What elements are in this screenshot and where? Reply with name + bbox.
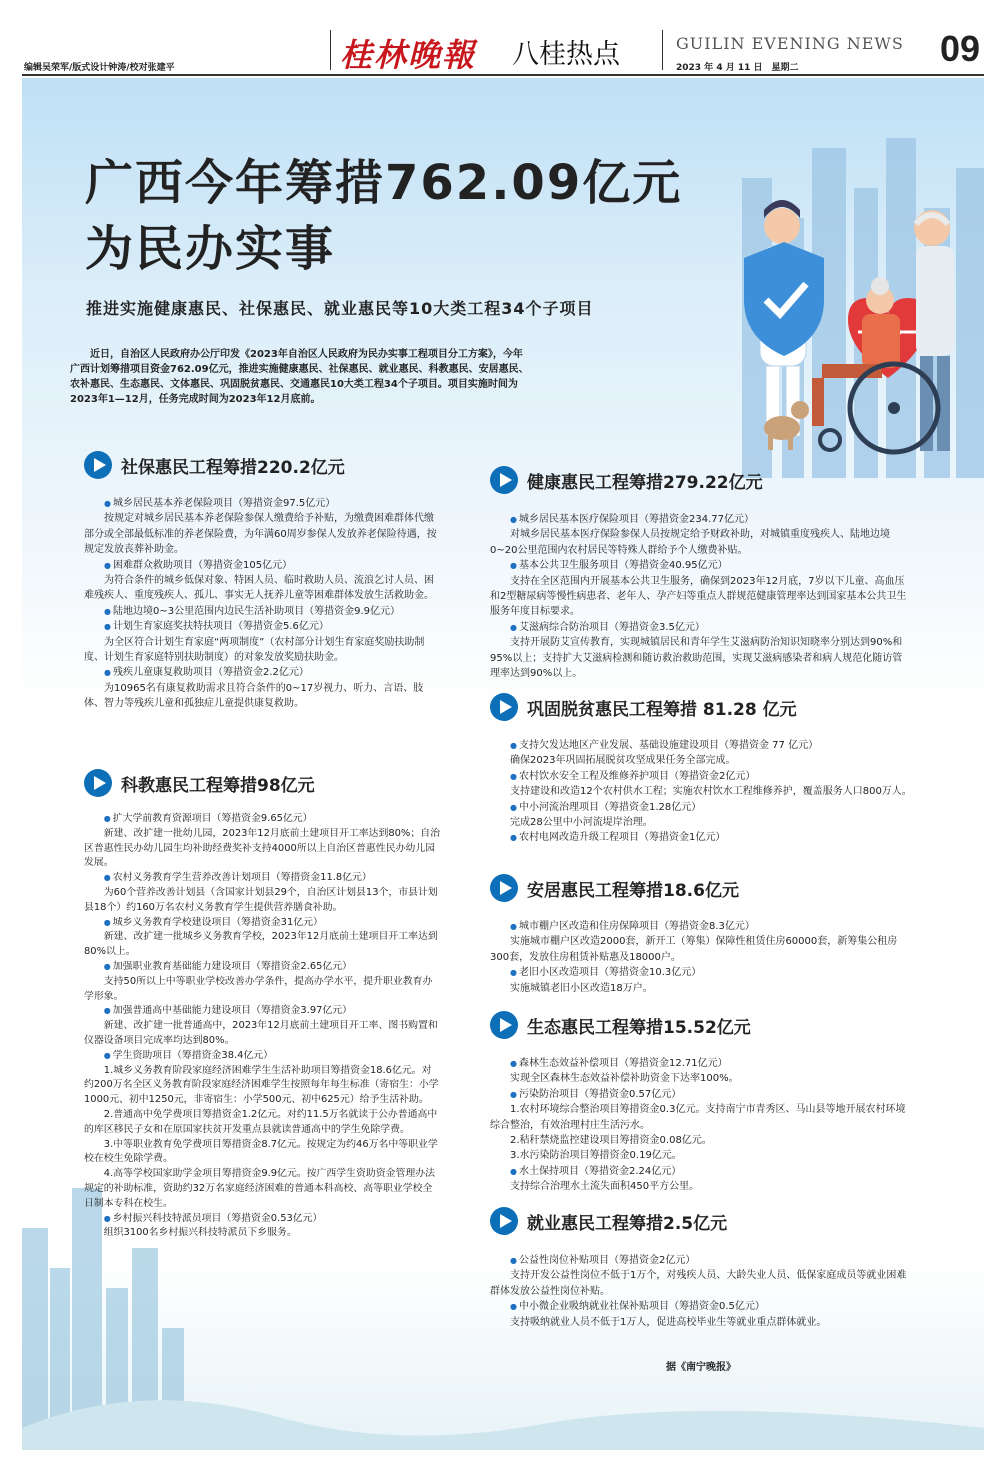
project-item: ● 乡村振兴科技特派员项目（筹措资金0.53亿元）: [84, 1212, 440, 1227]
english-title: GUILIN EVENING NEWS: [676, 34, 904, 53]
project-item: ● 基本公共卫生服务项目（筹措资金40.95亿元）: [490, 558, 912, 573]
project-item: ● 困难群众救助项目（筹措资金105亿元）: [84, 558, 440, 573]
section-title: 社保惠民工程筹措220.2亿元: [121, 457, 345, 478]
divider: [662, 30, 663, 70]
section-body-housing: [490, 919, 912, 996]
section-body-employment: [490, 1253, 912, 1330]
masthead: [0, 0, 1006, 78]
divider: [330, 30, 331, 70]
project-detail: 支持吸纳就业人员不低于1万人，促进高校毕业生等就业重点群体就业。: [510, 1316, 827, 1328]
play-arrow-icon: [490, 1011, 518, 1039]
headline: [85, 150, 682, 282]
project-item: ● 残疾儿童康复救助项目（筹措资金2.2亿元）: [84, 665, 440, 680]
masthead-rule: [22, 74, 984, 76]
section-heading-health: [490, 466, 763, 494]
section-title: 生态惠民工程筹措15.52亿元: [527, 1017, 751, 1038]
project-item: ● 农村义务教育学生营养改善计划项目（筹措资金11.8亿元）: [84, 871, 440, 886]
section-heading-ecology: [490, 1011, 751, 1039]
section-heading-education: [84, 769, 315, 797]
project-detail: 支持开展防艾宣传教育，实现城镇居民和青年学生艾滋病防治知识知晓率分别达到90%和95%以上；支持扩大艾滋病检测和随访救治救助范围，实现艾滋病感染者和病人规范化随访管理率达到90%以上。: [490, 637, 903, 680]
headline-line-2: 为民办实事: [85, 221, 336, 277]
project-item: ● 加强普通高中基础能力建设项目（筹措资金3.97亿元）: [84, 1004, 440, 1019]
subheadline: 推进实施健康惠民、社保惠民、就业惠民等10大类工程34个子项目: [86, 299, 594, 318]
newspaper-logo: 桂林晚報: [340, 36, 477, 74]
project-item: ● 公益性岗位补贴项目（筹措资金2亿元）: [490, 1253, 912, 1268]
project-detail: 组织3100名乡村振兴科技特派员下乡服务。: [103, 1227, 297, 1239]
section-heading-housing: [490, 874, 739, 902]
project-detail: 确保2023年巩固拓展脱贫攻坚成果任务全部完成。: [510, 755, 736, 767]
project-item: ● 农村饮水安全工程及维修养护项目（筹措资金2亿元）: [490, 769, 912, 784]
project-detail: 为60个营养改善计划县（含国家计划县29个，自治区计划县13个，市县计划县18个）约160万名农村义务教育学生提供营养膳食补助。: [84, 886, 438, 913]
section-heading-social: [84, 451, 345, 479]
project-item: ● 城乡居民基本养老保险项目（筹措资金97.5亿元）: [84, 496, 440, 511]
project-detail: 2.秸秆禁烧监控建设项目筹措资金0.08亿元。: [510, 1135, 712, 1147]
editor-credits: 编辑吴荣军/版式设计钟涛/校对张建平: [24, 63, 175, 73]
project-detail: 1.农村环境综合整治项目筹措资金0.3亿元。支持南宁市青秀区、马山县等地开展农村环境综合整治，有效治理村庄生活污水。: [490, 1104, 906, 1131]
project-item: ● 艾滋病综合防治项目（筹措资金3.5亿元）: [490, 620, 912, 635]
source-credit: 据《南宁晚报》: [666, 1362, 736, 1373]
project-detail: 1.城乡义务教育阶段家庭经济困难学生生活补助项目筹措资金18.6亿元。对约200万名全区义务教育阶段家庭经济困难学生按照每年每生标准（寄宿生：小学1000元、初中1250元，非寄宿生：小学500元、初中625元）给予生活补助。: [84, 1064, 439, 1106]
section-body-health: [490, 512, 912, 681]
project-item: ● 加强职业教育基础能力建设项目（筹措资金2.65亿元）: [84, 960, 440, 975]
project-detail: 对城乡居民基本医疗保险参保人员按规定给予财政补助，对城镇重度残疾人、陆地边境0~20公里范围内农村居民等特殊人群给予个人缴费补贴。: [490, 529, 890, 556]
play-arrow-icon: [490, 466, 518, 494]
project-item: ● 老旧小区改造项目（筹措资金10.3亿元）: [490, 965, 912, 980]
project-item: ● 污染防治项目（筹措资金0.57亿元）: [490, 1087, 912, 1102]
play-arrow-icon: [84, 451, 112, 479]
page-number: 09: [940, 28, 981, 69]
project-item: ● 森林生态效益补偿项目（筹措资金12.71亿元）: [490, 1056, 912, 1071]
section-body-education: [84, 812, 440, 1241]
play-arrow-icon: [490, 874, 518, 902]
project-detail: 3.水污染防治项目筹措资金0.19亿元。: [510, 1150, 682, 1162]
project-detail: 新建、改扩建一批普通高中，2023年12月底前土建项目开工率、图书购置和仪器设备项目完成率均达到80%。: [84, 1020, 438, 1046]
project-detail: 实现全区森林生态效益补偿补助资金下达率100%。: [510, 1073, 739, 1085]
project-detail: 4.高等学校国家助学金项目筹措资金9.9亿元。按广西学生资助资金管理办法规定的补助标准，资助约32万名家庭经济困难的普通本科高校、高等职业学校全日制本专科在校生。: [84, 1168, 436, 1209]
project-item: ● 计划生育家庭奖扶特扶项目（筹措资金5.6亿元）: [84, 619, 440, 634]
project-detail: 实施城市棚户区改造2000套，新开工（筹集）保障性租赁住房60000套，新筹集公租房300套，发放住房租赁补贴惠及18000户。: [490, 936, 898, 963]
project-item: ● 学生资助项目（筹措资金38.4亿元）: [84, 1049, 440, 1064]
play-arrow-icon: [490, 1207, 518, 1235]
project-item: ● 水土保持项目（筹措资金2.24亿元）: [490, 1164, 912, 1179]
section-title: 巩固脱贫惠民工程筹措 81.28 亿元: [527, 699, 797, 720]
project-detail: 为符合条件的城乡低保对象、特困人员、临时救助人员、流浪乞讨人员、困难残疾人、重度残疾人、孤儿、事实无人抚养儿童等困难群体发放生活救助金。: [84, 575, 434, 602]
project-item: ● 农村电网改造升级工程项目（筹措资金1亿元）: [490, 830, 912, 845]
project-detail: 新建、改扩建一批幼儿园，2023年12月底前土建项目开工率达到80%；自治区普惠性民办幼儿园生均补助经费奖补支持4000所以上自治区普惠性民办幼儿园发展。: [84, 827, 440, 869]
headline-line-1: 广西今年筹措762.09亿元: [85, 155, 683, 211]
project-detail: 支持开发公益性岗位不低于1万个，对残疾人员、大龄失业人员、低保家庭成员等就业困难群体发放公益性岗位补贴。: [490, 1270, 907, 1297]
project-detail: 支持建设和改造12个农村供水工程；实施农村饮水工程维修养护，覆盖服务人口800万人。: [510, 786, 912, 798]
section-title: 就业惠民工程筹措2.5亿元: [527, 1213, 728, 1234]
issue-date: 2023 年 4 月 11 日 星期二: [676, 63, 799, 73]
section-title: 健康惠民工程筹措279.22亿元: [527, 472, 763, 493]
project-item: ● 陆地边境0~3公里范围内边民生活补助项目（筹措资金9.9亿元）: [84, 604, 440, 619]
project-detail: 为全区符合计划生育家庭“两项制度”（农村部分计划生育家庭奖励扶助制度、计划生育家庭特别扶助制度）的对象发放奖励扶助金。: [84, 636, 425, 664]
play-arrow-icon: [490, 693, 518, 721]
section-body-social: [84, 496, 440, 712]
section-name: 八桂热点: [512, 39, 620, 70]
project-item: ● 中小河流治理项目（筹措资金1.28亿元）: [490, 800, 912, 815]
project-item: ● 扩大学前教育资源项目（筹措资金9.65亿元）: [84, 812, 440, 827]
project-detail: 支持综合治理水土流失面积450平方公里。: [510, 1181, 700, 1193]
lead-paragraph: 近日，自治区人民政府办公厅印发《2023年自治区人民政府为民办实事工程项目分工方案》，今年广西计划筹措项目资金762.09亿元，推进实施健康惠民、社保惠民、就业惠民、科教惠民、安居惠民、农补惠民、生态惠民、文体惠民、巩固脱贫惠民、交通惠民10大类工程34个子项目。项目实施时间为2023年1—12月，任务完成时间为2023年12月底前。: [70, 349, 529, 405]
project-detail: 支持50所以上中等职业学校改善办学条件，提高办学水平，提升职业教育办学形象。: [84, 975, 433, 1002]
project-item: ● 城乡居民基本医疗保险项目（筹措资金234.77亿元）: [490, 512, 912, 527]
section-title: 安居惠民工程筹措18.6亿元: [527, 880, 739, 901]
project-detail: 完成28公里中小河流堤岸治理。: [510, 817, 653, 829]
project-detail: 支持在全区范围内开展基本公共卫生服务，确保到2023年12月底，7岁以下儿童、高血压和2型糖尿病等慢性病患者、老年人、孕产妇等重点人群规范健康管理率达到国家基本公共卫生服务年度目标要求。: [490, 575, 907, 618]
section-body-poverty: [490, 738, 912, 846]
project-detail: 3.中等职业教育免学费项目筹措资金8.7亿元。按规定为约46万名中等职业学校在校生免除学费。: [84, 1138, 438, 1165]
project-detail: 实施城镇老旧小区改造18万户。: [510, 982, 653, 994]
ground-wave: [22, 1400, 984, 1450]
project-item: ● 城市棚户区改造和住房保障项目（筹措资金8.3亿元）: [490, 919, 912, 934]
project-detail: 为10965名有康复救助需求且符合条件的0~17岁视力、听力、言语、肢体、智力等残疾儿童和孤独症儿童提供康复救助。: [84, 682, 424, 710]
project-item: ● 中小微企业吸纳就业社保补贴项目（筹措资金0.5亿元）: [490, 1299, 912, 1314]
section-heading-employment: [490, 1207, 727, 1235]
project-detail: 新建、改扩建一批城乡义务教育学校，2023年12月底前土建项目开工率达到80%以上。: [84, 931, 438, 958]
project-detail: 2.普通高中免学费项目筹措资金1.2亿元。对约11.5万名就读于公办普通高中的库区移民子女和在原国家扶贫开发重点县就读普通高中的学生免除学费。: [84, 1108, 438, 1135]
section-body-ecology: [490, 1056, 912, 1195]
project-item: ● 城乡义务教育学校建设项目（筹措资金31亿元）: [84, 916, 440, 931]
section-heading-poverty: [490, 693, 797, 721]
project-item: ● 支持欠发达地区产业发展、基础设施建设项目（筹措资金 77 亿元）: [490, 738, 912, 753]
project-detail: 按规定对城乡居民基本养老保险参保人缴费给予补贴，为缴费困难群体代缴部分或全部最低标准的养老保险费，为年满60周岁参保人发放养老保险待遇，按规定发放丧葬补助金。: [84, 513, 437, 556]
section-title: 科教惠民工程筹措98亿元: [121, 775, 315, 796]
play-arrow-icon: [84, 769, 112, 797]
